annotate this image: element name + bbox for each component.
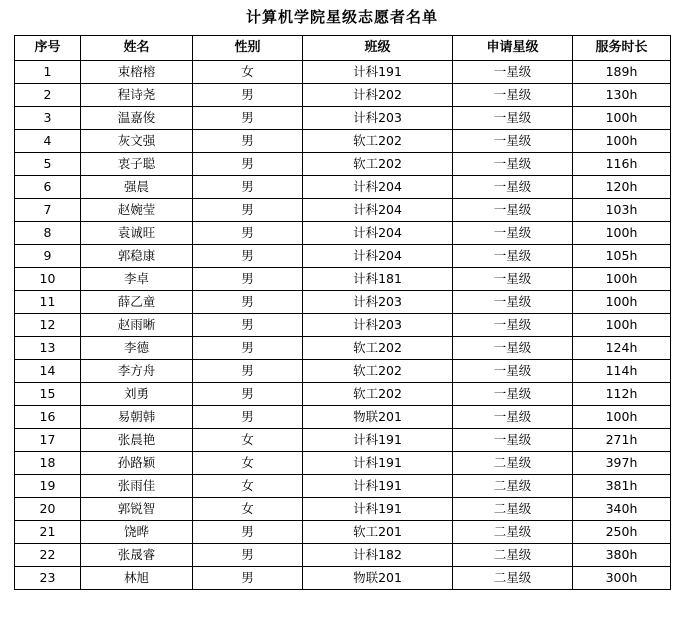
column-header-star: 申请星级 [453, 36, 573, 61]
cell-class: 计科182 [303, 544, 453, 567]
cell-name: 郭稳康 [81, 245, 193, 268]
cell-name: 张晨艳 [81, 429, 193, 452]
table-row [15, 521, 671, 544]
cell-index: 9 [15, 245, 81, 268]
cell-class: 物联201 [303, 567, 453, 590]
cell-gender: 男 [193, 222, 303, 245]
cell-gender: 男 [193, 544, 303, 567]
cell-star: 一星级 [453, 130, 573, 153]
cell-star: 一星级 [453, 199, 573, 222]
cell-star: 一星级 [453, 245, 573, 268]
cell-gender: 男 [193, 107, 303, 130]
cell-name: 程诗尧 [81, 84, 193, 107]
cell-hours: 100h [573, 291, 671, 314]
cell-index: 14 [15, 360, 81, 383]
cell-star: 二星级 [453, 567, 573, 590]
cell-name: 张晟睿 [81, 544, 193, 567]
cell-class: 计科203 [303, 314, 453, 337]
table-row [15, 176, 671, 199]
cell-gender: 男 [193, 176, 303, 199]
cell-hours: 100h [573, 314, 671, 337]
cell-class: 软工202 [303, 130, 453, 153]
cell-star: 一星级 [453, 176, 573, 199]
table-row [15, 199, 671, 222]
table-row [15, 107, 671, 130]
cell-gender: 男 [193, 84, 303, 107]
cell-hours: 380h [573, 544, 671, 567]
volunteer-table [14, 35, 671, 590]
cell-index: 1 [15, 61, 81, 84]
cell-star: 一星级 [453, 337, 573, 360]
cell-star: 一星级 [453, 222, 573, 245]
table-row [15, 153, 671, 176]
cell-star: 一星级 [453, 429, 573, 452]
cell-gender: 女 [193, 429, 303, 452]
table-row [15, 291, 671, 314]
cell-index: 13 [15, 337, 81, 360]
cell-class: 计科203 [303, 107, 453, 130]
cell-gender: 男 [193, 314, 303, 337]
cell-name: 灰文强 [81, 130, 193, 153]
cell-index: 6 [15, 176, 81, 199]
table-row [15, 61, 671, 84]
cell-gender: 女 [193, 452, 303, 475]
cell-index: 10 [15, 268, 81, 291]
cell-class: 软工201 [303, 521, 453, 544]
cell-gender: 男 [193, 130, 303, 153]
table-row [15, 268, 671, 291]
cell-star: 二星级 [453, 498, 573, 521]
cell-gender: 女 [193, 61, 303, 84]
cell-gender: 男 [193, 337, 303, 360]
cell-name: 易朝韩 [81, 406, 193, 429]
cell-hours: 112h [573, 383, 671, 406]
cell-gender: 男 [193, 291, 303, 314]
cell-hours: 103h [573, 199, 671, 222]
cell-class: 计科191 [303, 475, 453, 498]
table-row [15, 222, 671, 245]
cell-class: 计科202 [303, 84, 453, 107]
cell-star: 二星级 [453, 475, 573, 498]
cell-gender: 男 [193, 268, 303, 291]
table-row [15, 498, 671, 521]
cell-index: 19 [15, 475, 81, 498]
table-row [15, 337, 671, 360]
cell-gender: 男 [193, 199, 303, 222]
cell-star: 一星级 [453, 314, 573, 337]
table-row [15, 544, 671, 567]
cell-name: 张雨佳 [81, 475, 193, 498]
table-row [15, 567, 671, 590]
cell-name: 孙路颖 [81, 452, 193, 475]
cell-index: 7 [15, 199, 81, 222]
cell-gender: 男 [193, 521, 303, 544]
cell-hours: 105h [573, 245, 671, 268]
table-header [15, 36, 671, 61]
cell-index: 4 [15, 130, 81, 153]
table-row [15, 383, 671, 406]
cell-hours: 100h [573, 130, 671, 153]
cell-class: 计科204 [303, 199, 453, 222]
cell-index: 15 [15, 383, 81, 406]
cell-class: 计科204 [303, 176, 453, 199]
cell-name: 李方舟 [81, 360, 193, 383]
column-header-index: 序号 [15, 36, 81, 61]
cell-gender: 男 [193, 360, 303, 383]
column-header-hours: 服务时长 [573, 36, 671, 61]
cell-star: 一星级 [453, 383, 573, 406]
cell-name: 薛乙童 [81, 291, 193, 314]
cell-index: 5 [15, 153, 81, 176]
column-header-class: 班级 [303, 36, 453, 61]
cell-name: 刘勇 [81, 383, 193, 406]
table-row [15, 245, 671, 268]
column-header-name: 姓名 [81, 36, 193, 61]
cell-class: 软工202 [303, 153, 453, 176]
cell-hours: 116h [573, 153, 671, 176]
cell-star: 二星级 [453, 521, 573, 544]
table-row [15, 314, 671, 337]
cell-index: 18 [15, 452, 81, 475]
cell-index: 3 [15, 107, 81, 130]
cell-name: 李德 [81, 337, 193, 360]
cell-name: 赵婉莹 [81, 199, 193, 222]
cell-hours: 100h [573, 268, 671, 291]
cell-hours: 100h [573, 222, 671, 245]
cell-hours: 100h [573, 107, 671, 130]
cell-star: 一星级 [453, 406, 573, 429]
cell-hours: 114h [573, 360, 671, 383]
cell-hours: 250h [573, 521, 671, 544]
cell-star: 一星级 [453, 107, 573, 130]
cell-name: 郭锐智 [81, 498, 193, 521]
column-header-gender: 性别 [193, 36, 303, 61]
cell-class: 计科191 [303, 429, 453, 452]
cell-gender: 女 [193, 475, 303, 498]
cell-class: 软工202 [303, 337, 453, 360]
table-row [15, 130, 671, 153]
cell-star: 一星级 [453, 268, 573, 291]
table-body [15, 61, 671, 590]
cell-index: 20 [15, 498, 81, 521]
cell-name: 李卓 [81, 268, 193, 291]
cell-name: 强晨 [81, 176, 193, 199]
cell-class: 计科204 [303, 222, 453, 245]
cell-hours: 130h [573, 84, 671, 107]
cell-class: 计科204 [303, 245, 453, 268]
cell-hours: 100h [573, 406, 671, 429]
cell-name: 林旭 [81, 567, 193, 590]
cell-hours: 271h [573, 429, 671, 452]
cell-gender: 男 [193, 153, 303, 176]
table-row [15, 475, 671, 498]
cell-hours: 124h [573, 337, 671, 360]
table-row [15, 84, 671, 107]
cell-gender: 男 [193, 245, 303, 268]
table-row [15, 452, 671, 475]
cell-class: 软工202 [303, 360, 453, 383]
cell-star: 一星级 [453, 291, 573, 314]
cell-star: 一星级 [453, 360, 573, 383]
cell-class: 软工202 [303, 383, 453, 406]
table-row [15, 360, 671, 383]
cell-class: 计科203 [303, 291, 453, 314]
cell-gender: 女 [193, 498, 303, 521]
cell-gender: 男 [193, 406, 303, 429]
page-title: 计算机学院星级志愿者名单 [245, 8, 438, 26]
cell-name: 衷子聪 [81, 153, 193, 176]
table-row [15, 429, 671, 452]
cell-index: 12 [15, 314, 81, 337]
cell-index: 17 [15, 429, 81, 452]
cell-name: 束榕榕 [81, 61, 193, 84]
cell-gender: 男 [193, 567, 303, 590]
cell-name: 温嘉俊 [81, 107, 193, 130]
table-header-row [15, 36, 671, 61]
cell-name: 赵雨晰 [81, 314, 193, 337]
cell-star: 一星级 [453, 153, 573, 176]
cell-star: 一星级 [453, 84, 573, 107]
cell-hours: 120h [573, 176, 671, 199]
cell-name: 袁诚旺 [81, 222, 193, 245]
cell-index: 2 [15, 84, 81, 107]
cell-index: 16 [15, 406, 81, 429]
cell-index: 11 [15, 291, 81, 314]
cell-hours: 300h [573, 567, 671, 590]
cell-hours: 340h [573, 498, 671, 521]
cell-class: 计科191 [303, 498, 453, 521]
cell-gender: 男 [193, 383, 303, 406]
cell-star: 一星级 [453, 61, 573, 84]
cell-index: 8 [15, 222, 81, 245]
cell-hours: 381h [573, 475, 671, 498]
cell-class: 计科191 [303, 61, 453, 84]
cell-star: 二星级 [453, 452, 573, 475]
cell-class: 计科191 [303, 452, 453, 475]
cell-hours: 189h [573, 61, 671, 84]
table-row [15, 406, 671, 429]
cell-index: 23 [15, 567, 81, 590]
cell-star: 二星级 [453, 544, 573, 567]
cell-class: 计科181 [303, 268, 453, 291]
cell-hours: 397h [573, 452, 671, 475]
cell-class: 物联201 [303, 406, 453, 429]
cell-name: 饶晔 [81, 521, 193, 544]
cell-index: 22 [15, 544, 81, 567]
cell-index: 21 [15, 521, 81, 544]
